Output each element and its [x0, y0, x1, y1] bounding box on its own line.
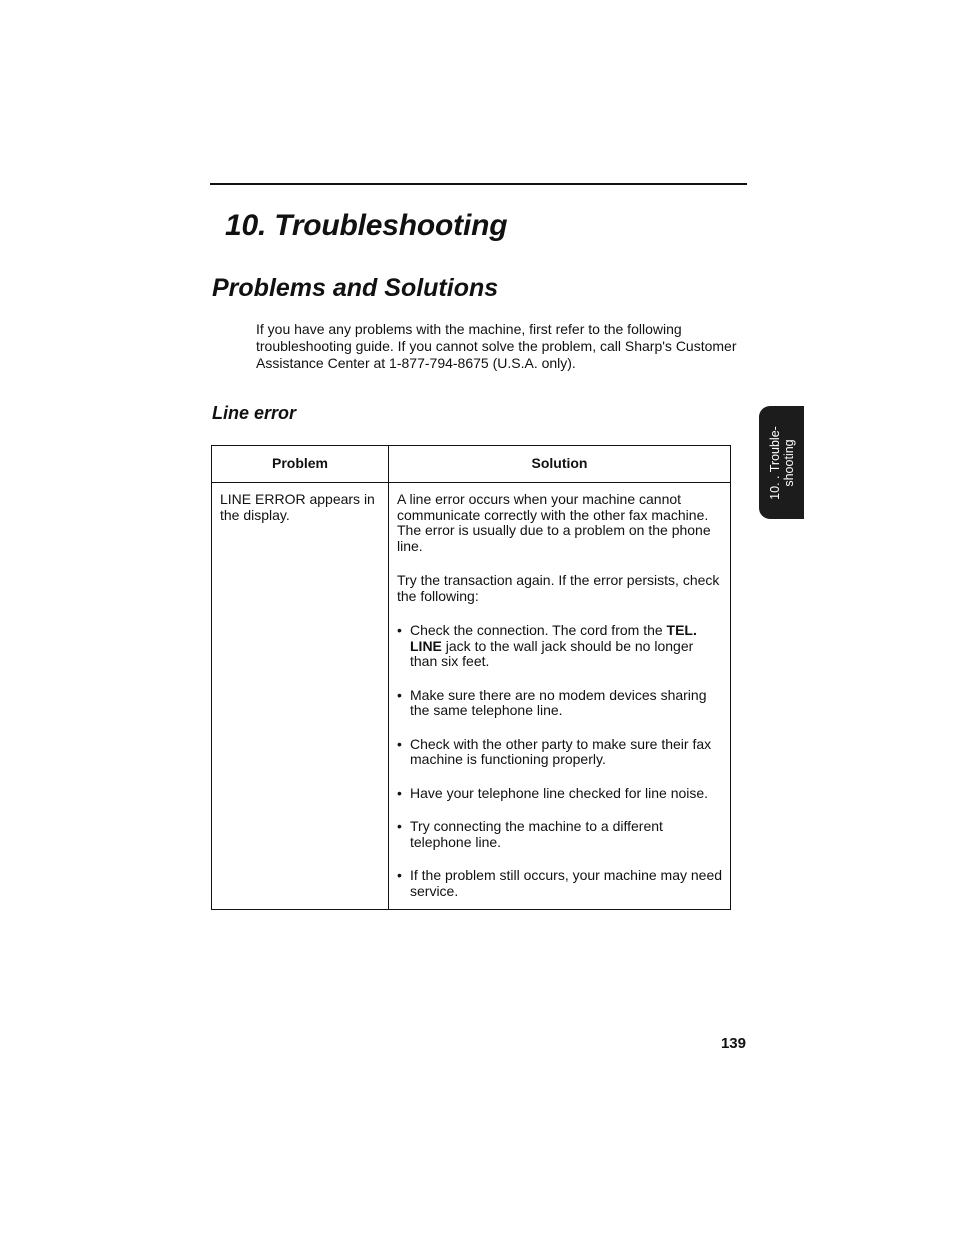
- checklist-item: [397, 623, 724, 670]
- table-row: [212, 483, 731, 910]
- checklist-item: [397, 688, 724, 719]
- bullet-icon: •: [397, 867, 402, 883]
- solution-cell: [389, 483, 731, 910]
- checklist-item: [397, 819, 724, 850]
- checklist-item-text: Make sure there are no modem devices sharing the same telephone line.: [410, 686, 707, 718]
- side-tab-label: [768, 408, 796, 518]
- checklist-item-text: Check with the other party to make sure their fax machine is functioning properly.: [410, 735, 712, 767]
- page-number: 139: [720, 1035, 746, 1052]
- bullet-icon: •: [397, 622, 402, 638]
- solution-column-header: Solution: [389, 446, 731, 483]
- checklist-item-text: Try connecting the machine to a different telephone line.: [410, 818, 663, 850]
- chapter-title: 10. Troubleshooting: [225, 209, 508, 242]
- solution-paragraph: Try the transaction again. If the error persists, check the following:: [397, 572, 720, 604]
- subsection-title: Line error: [212, 403, 297, 423]
- problem-column-header: Problem: [212, 446, 389, 483]
- checklist-item: [397, 737, 724, 768]
- intro-paragraph: If you have any problems with the machine, first refer to the following troubleshooting guide. If you cannot solve the problem, call Sharp's Customer Assistance Center at 1-877-794-8675 (U.S.A. only).: [256, 321, 737, 371]
- side-tab-line: 10. . Trouble-: [767, 425, 782, 500]
- bullet-icon: •: [397, 686, 402, 703]
- bullet-icon: •: [397, 735, 402, 752]
- checklist-item-text: Have your telephone line checked for line noise.: [410, 784, 709, 801]
- solution-paragraph: A line error occurs when your machine cannot communicate correctly with the other fax machine. The error is usually due to a problem on the phone line.: [397, 491, 711, 554]
- chapter-side-tab: [759, 406, 804, 519]
- problem-cell: LINE ERROR appears in the display.: [212, 483, 389, 910]
- checklist-item: [397, 868, 724, 899]
- checklist-item-text: If the problem still occurs, your machine may need service.: [410, 867, 723, 899]
- table-header-row: [212, 446, 731, 483]
- checklist: [397, 623, 724, 899]
- bullet-icon: •: [397, 818, 402, 834]
- top-rule: [210, 183, 747, 185]
- troubleshooting-table: [211, 445, 731, 910]
- checklist-item: [397, 786, 724, 802]
- checklist-item-text: Check the connection. The cord from the: [410, 622, 667, 638]
- checklist-item-text: jack to the wall jack should be no longer than six feet.: [410, 637, 694, 669]
- tel-line-key-label: TEL. LINE: [410, 622, 697, 654]
- section-title: Problems and Solutions: [212, 274, 499, 302]
- side-tab-line: shooting: [781, 438, 796, 487]
- bullet-icon: •: [397, 784, 402, 801]
